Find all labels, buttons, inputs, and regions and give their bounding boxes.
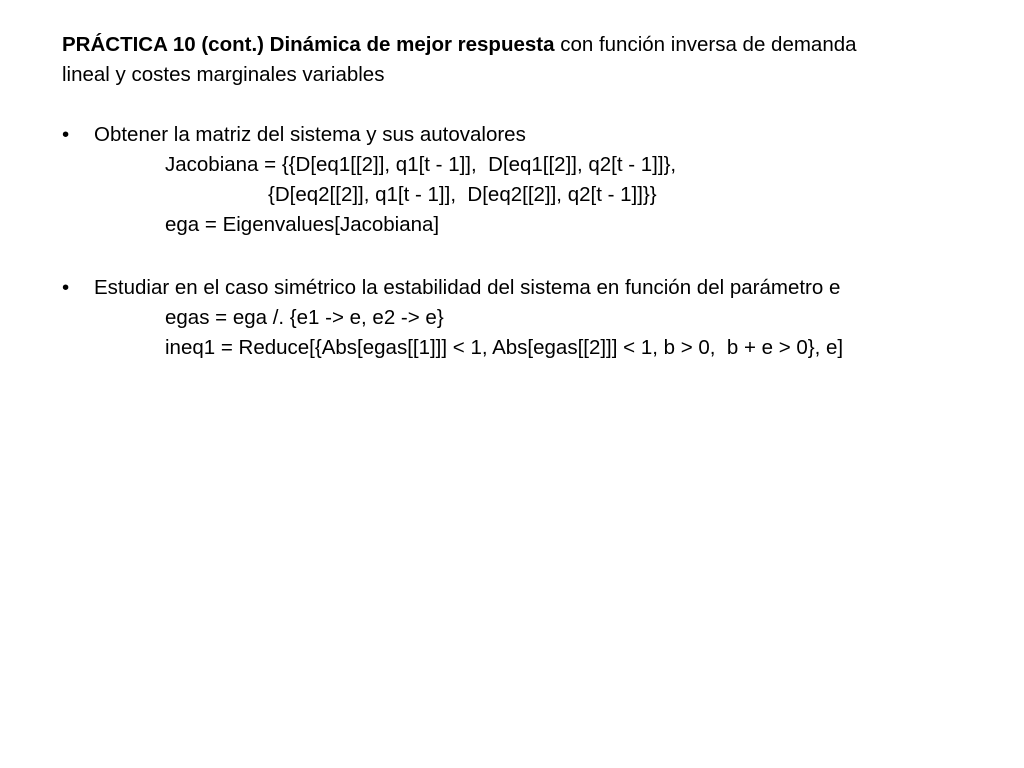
- code-line: egas = ega /. {e1 -> e, e2 -> e}: [165, 306, 444, 329]
- bullet-icon: •: [62, 123, 70, 146]
- title-normal-part-line2: lineal y costes marginales variables: [62, 63, 385, 86]
- code-line: ineq1 = Reduce[{Abs[egas[[1]]] < 1, Abs[egas[[2]]] < 1, b > 0, b + e > 0}, e]: [165, 336, 844, 359]
- code-line: {D[eq2[[2]], q1[t - 1]], D[eq2[[2]], q2[t - 1]]}}: [268, 183, 657, 206]
- bullet-heading: Obtener la matriz del sistema y sus autovalores: [94, 123, 526, 146]
- bullet-item: [62, 120, 1012, 150]
- bullet-section-stability: [62, 273, 1012, 363]
- code-line: ega = Eigenvalues[Jacobiana]: [165, 213, 440, 236]
- bullet-heading: Estudiar en el caso simétrico la estabilidad del sistema en función del parámetro e: [94, 276, 841, 299]
- bullet-section-matrix: [62, 120, 1012, 240]
- slide-title: [62, 30, 1002, 90]
- bullet-icon: •: [62, 276, 70, 299]
- title-bold-part: PRÁCTICA 10 (cont.) Dinámica de mejor respuesta: [62, 33, 555, 56]
- bullet-item: [62, 273, 1012, 303]
- code-line: Jacobiana = {{D[eq1[[2]], q1[t - 1]], D[eq1[[2]], q2[t - 1]]},: [165, 153, 677, 176]
- title-normal-part: con función inversa de demanda: [554, 33, 857, 56]
